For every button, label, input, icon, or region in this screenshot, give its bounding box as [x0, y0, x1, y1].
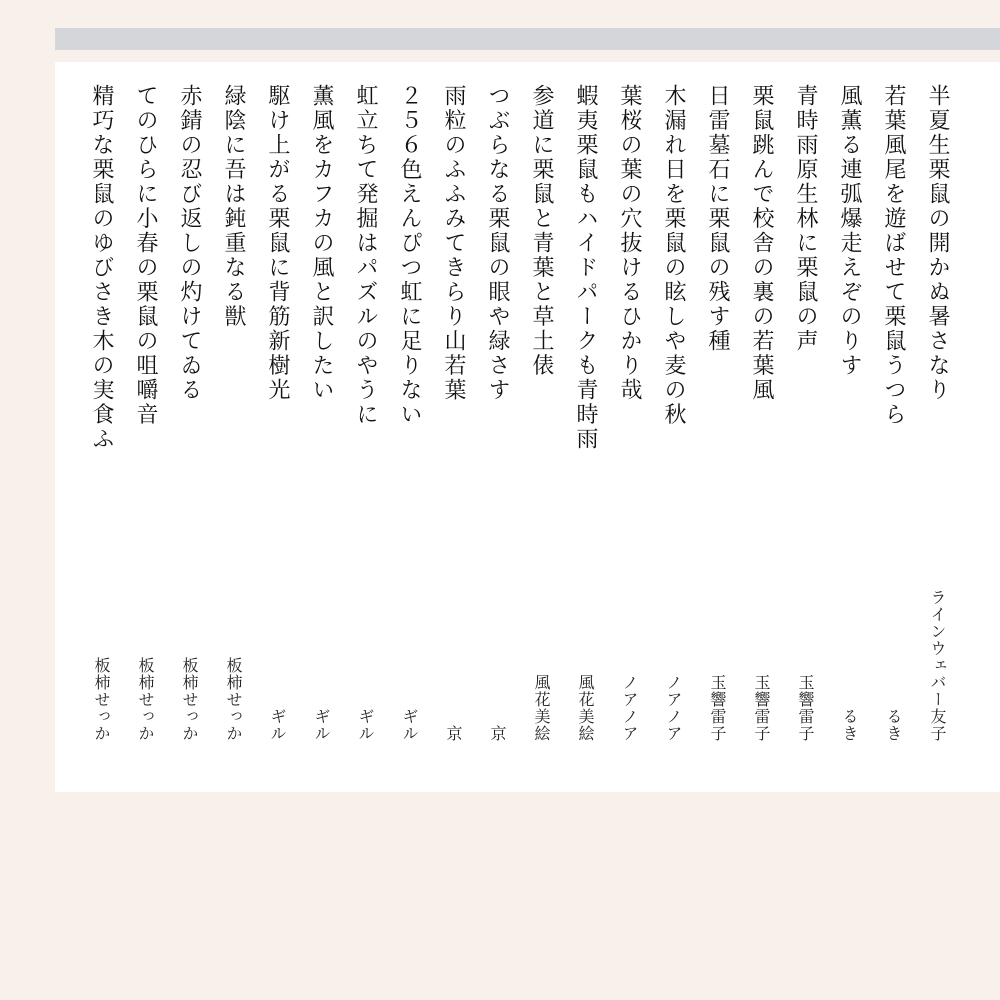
haiku-author: 玉響雷子 — [752, 674, 771, 742]
haiku-text: 日雷墓石に栗鼠の残す種 — [705, 84, 730, 354]
haiku-column — [255, 62, 299, 792]
haiku-column — [519, 62, 563, 792]
haiku-column — [343, 62, 387, 792]
haiku-author: るき — [840, 708, 859, 742]
haiku-author: ギル — [268, 708, 287, 742]
haiku-column — [915, 62, 959, 792]
haiku-author: 板柿せっか — [224, 657, 243, 742]
haiku-column — [827, 62, 871, 792]
haiku-text: 精巧な栗鼠のゆびさき木の実食ふ — [89, 84, 114, 452]
haiku-author: 京 — [488, 725, 507, 742]
haiku-text: 葉桜の葉の穴抜けるひかり哉 — [617, 84, 642, 403]
haiku-column — [211, 62, 255, 792]
haiku-author: ギル — [400, 708, 419, 742]
haiku-text: 緑陰に吾は鈍重なる獣 — [221, 84, 246, 329]
haiku-text: 若葉風尾を遊ばせて栗鼠うつら — [881, 84, 906, 427]
haiku-text: 栗鼠跳んで校舎の裏の若葉風 — [749, 84, 774, 403]
haiku-column — [299, 62, 343, 792]
haiku-sheet — [55, 62, 1000, 792]
haiku-columns — [55, 62, 1000, 792]
haiku-author: るき — [884, 708, 903, 742]
haiku-column — [607, 62, 651, 792]
haiku-text: ２５６色えんぴつ虹に足りない — [397, 84, 422, 427]
haiku-text: 半夏生栗鼠の開かぬ暑さなり — [925, 84, 950, 403]
haiku-column — [431, 62, 475, 792]
haiku-author: ギル — [356, 708, 375, 742]
haiku-column — [79, 62, 123, 792]
haiku-author: ギル — [312, 708, 331, 742]
haiku-column — [475, 62, 519, 792]
haiku-column — [167, 62, 211, 792]
haiku-column — [651, 62, 695, 792]
haiku-text: 青時雨原生林に栗鼠の声 — [793, 84, 818, 354]
haiku-author: 玉響雷子 — [708, 674, 727, 742]
haiku-author: 板柿せっか — [92, 657, 111, 742]
haiku-author: 板柿せっか — [180, 657, 199, 742]
haiku-column — [387, 62, 431, 792]
haiku-author: ノアノア — [664, 674, 683, 742]
haiku-author: 風花美絵 — [532, 674, 551, 742]
haiku-author: 京 — [444, 725, 463, 742]
haiku-column — [563, 62, 607, 792]
haiku-text: 蝦夷栗鼠もハイドパークも青時雨 — [573, 84, 598, 452]
haiku-text: 赤錆の忍び返しの灼けてゐる — [177, 84, 202, 403]
haiku-column — [123, 62, 167, 792]
haiku-text: てのひらに小春の栗鼠の咀嚼音 — [133, 84, 158, 427]
haiku-text: 風薫る連弧爆走えぞのりす — [837, 84, 862, 378]
haiku-text: 駆け上がる栗鼠に背筋新樹光 — [265, 84, 290, 403]
haiku-text: 雨粒のふふみてきらり山若葉 — [441, 84, 466, 403]
haiku-text: 薫風をカフカの風と訳したい — [309, 84, 334, 403]
haiku-text: 虹立ちて発掘はパズルのやうに — [353, 84, 378, 427]
haiku-text: 参道に栗鼠と青葉と草土俵 — [529, 84, 554, 378]
haiku-text: つぶらなる栗鼠の眼や緑さす — [485, 84, 510, 403]
haiku-author: ノアノア — [620, 674, 639, 742]
top-bar — [55, 28, 1000, 50]
haiku-author: ラインウェバー友子 — [928, 589, 947, 742]
haiku-author: 板柿せっか — [136, 657, 155, 742]
haiku-author: 風花美絵 — [576, 674, 595, 742]
haiku-text: 木漏れ日を栗鼠の眩しや麦の秋 — [661, 84, 686, 427]
haiku-column — [871, 62, 915, 792]
haiku-column — [783, 62, 827, 792]
haiku-column — [695, 62, 739, 792]
haiku-column — [739, 62, 783, 792]
haiku-author: 玉響雷子 — [796, 674, 815, 742]
